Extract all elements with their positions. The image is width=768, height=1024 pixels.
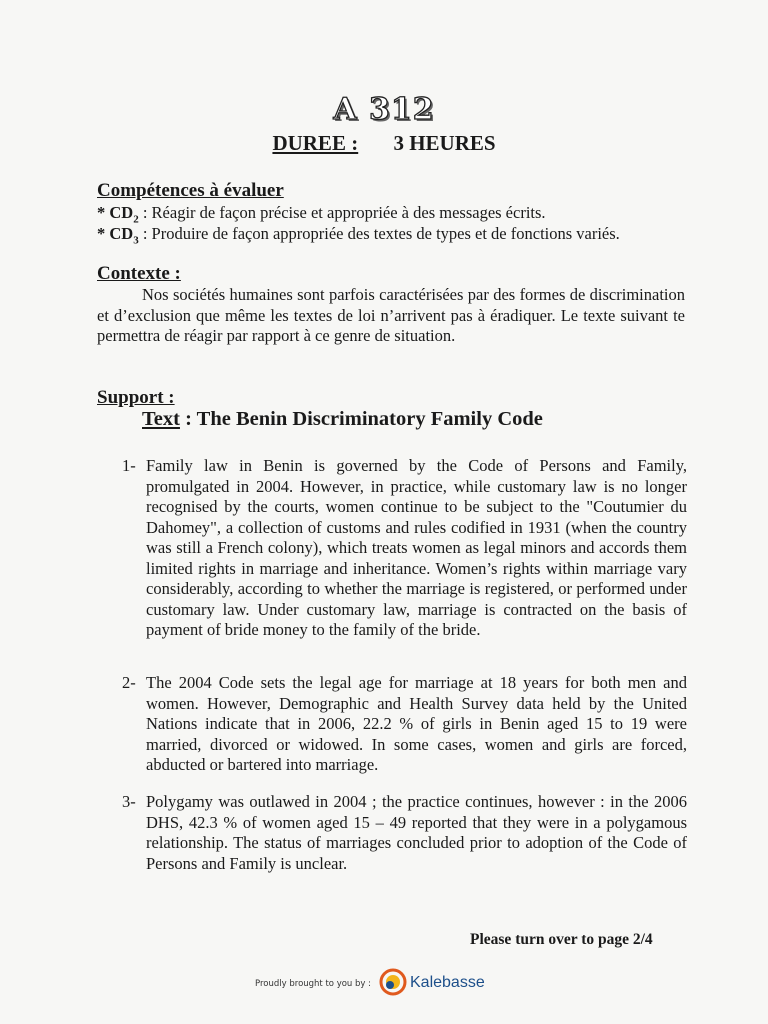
text-title-value: : The Benin Discriminatory Family Code	[179, 408, 543, 430]
duration-value: 3 HEURES	[393, 131, 496, 155]
kalebasse-logo-icon	[379, 968, 407, 996]
competence-item-1-sub: 2	[133, 213, 139, 226]
support-heading: Support :	[97, 387, 175, 408]
competences-heading: Compétences à évaluer	[97, 180, 284, 201]
paragraph-3: Polygamy was outlawed in 2004 ; the practice continues, however : in the 2006 DHS, 42.3 % of women aged 15 – 49 reported that they were in a polygamous relationship. The status of marriages concluded prior to adoption of the Code of Persons and Family is unclear.	[146, 792, 687, 873]
competence-item-2-sub: 3	[133, 234, 139, 247]
text-title-label: Text	[142, 408, 180, 430]
text-title	[142, 408, 543, 431]
brand-name: Kalebasse	[410, 974, 485, 991]
paragraph-1: Family law in Benin is governed by the Code of Persons and Family, promulgated in 2004. However, in practice, while customary law is no longer recognised by the courts, women continue to be subject to the "Coutumier du Dahomey", a collection of customs and rules codified in 1931 (when the country was still a French colony), which treats women as legal minors and accords them limited rights in marriage and inheritance. Women’s rights within marriage vary considerably, according to whether the marriage is registered, or performed under customary law. Under customary law, marriage is contracted on the basis of payment of bride money to the family of the bride.	[146, 456, 687, 639]
competence-item-1	[97, 203, 546, 225]
brought-by-text: Proudly brought to you by :	[255, 979, 372, 989]
brand-footer	[255, 966, 515, 1006]
competence-item-1-text: : Réagir de façon précise et appropriée à des messages écrits.	[138, 203, 546, 222]
competence-item-1-code: * CD	[97, 203, 134, 222]
contexte-heading: Contexte :	[97, 263, 181, 284]
contexte-text: Nos sociétés humaines sont parfois caractérisées par des formes de discrimination et d’exclusion que même les textes de loi n’arrivent pas à éradiquer. Le texte suivant te permettra de réagir par rapport à ce genre de situation.	[97, 285, 685, 345]
exam-code: A 312	[333, 92, 435, 127]
page-turn-note: Please turn over to page 2/4	[470, 931, 653, 948]
competence-item-2	[97, 224, 620, 246]
duration	[0, 131, 768, 156]
duration-label: DUREE :	[272, 131, 359, 155]
paragraph-1-number: 1-	[122, 456, 136, 475]
paragraph-3-number: 3-	[122, 792, 136, 811]
competence-item-2-code: * CD	[97, 224, 134, 243]
paragraph-2-number: 2-	[122, 673, 136, 692]
competence-item-2-text: : Produire de façon appropriée des textes de types et de fonctions variés.	[138, 224, 620, 243]
paragraph-2: The 2004 Code sets the legal age for marriage at 18 years for both men and women. However, Demographic and Health Survey data held by the United Nations indicate that in 2006, 22.2 % of girls in Benin aged 15 to 19 were married, divorced or widowed. In some cases, women and girls are forced, abducted or bartered into marriage.	[146, 673, 687, 774]
